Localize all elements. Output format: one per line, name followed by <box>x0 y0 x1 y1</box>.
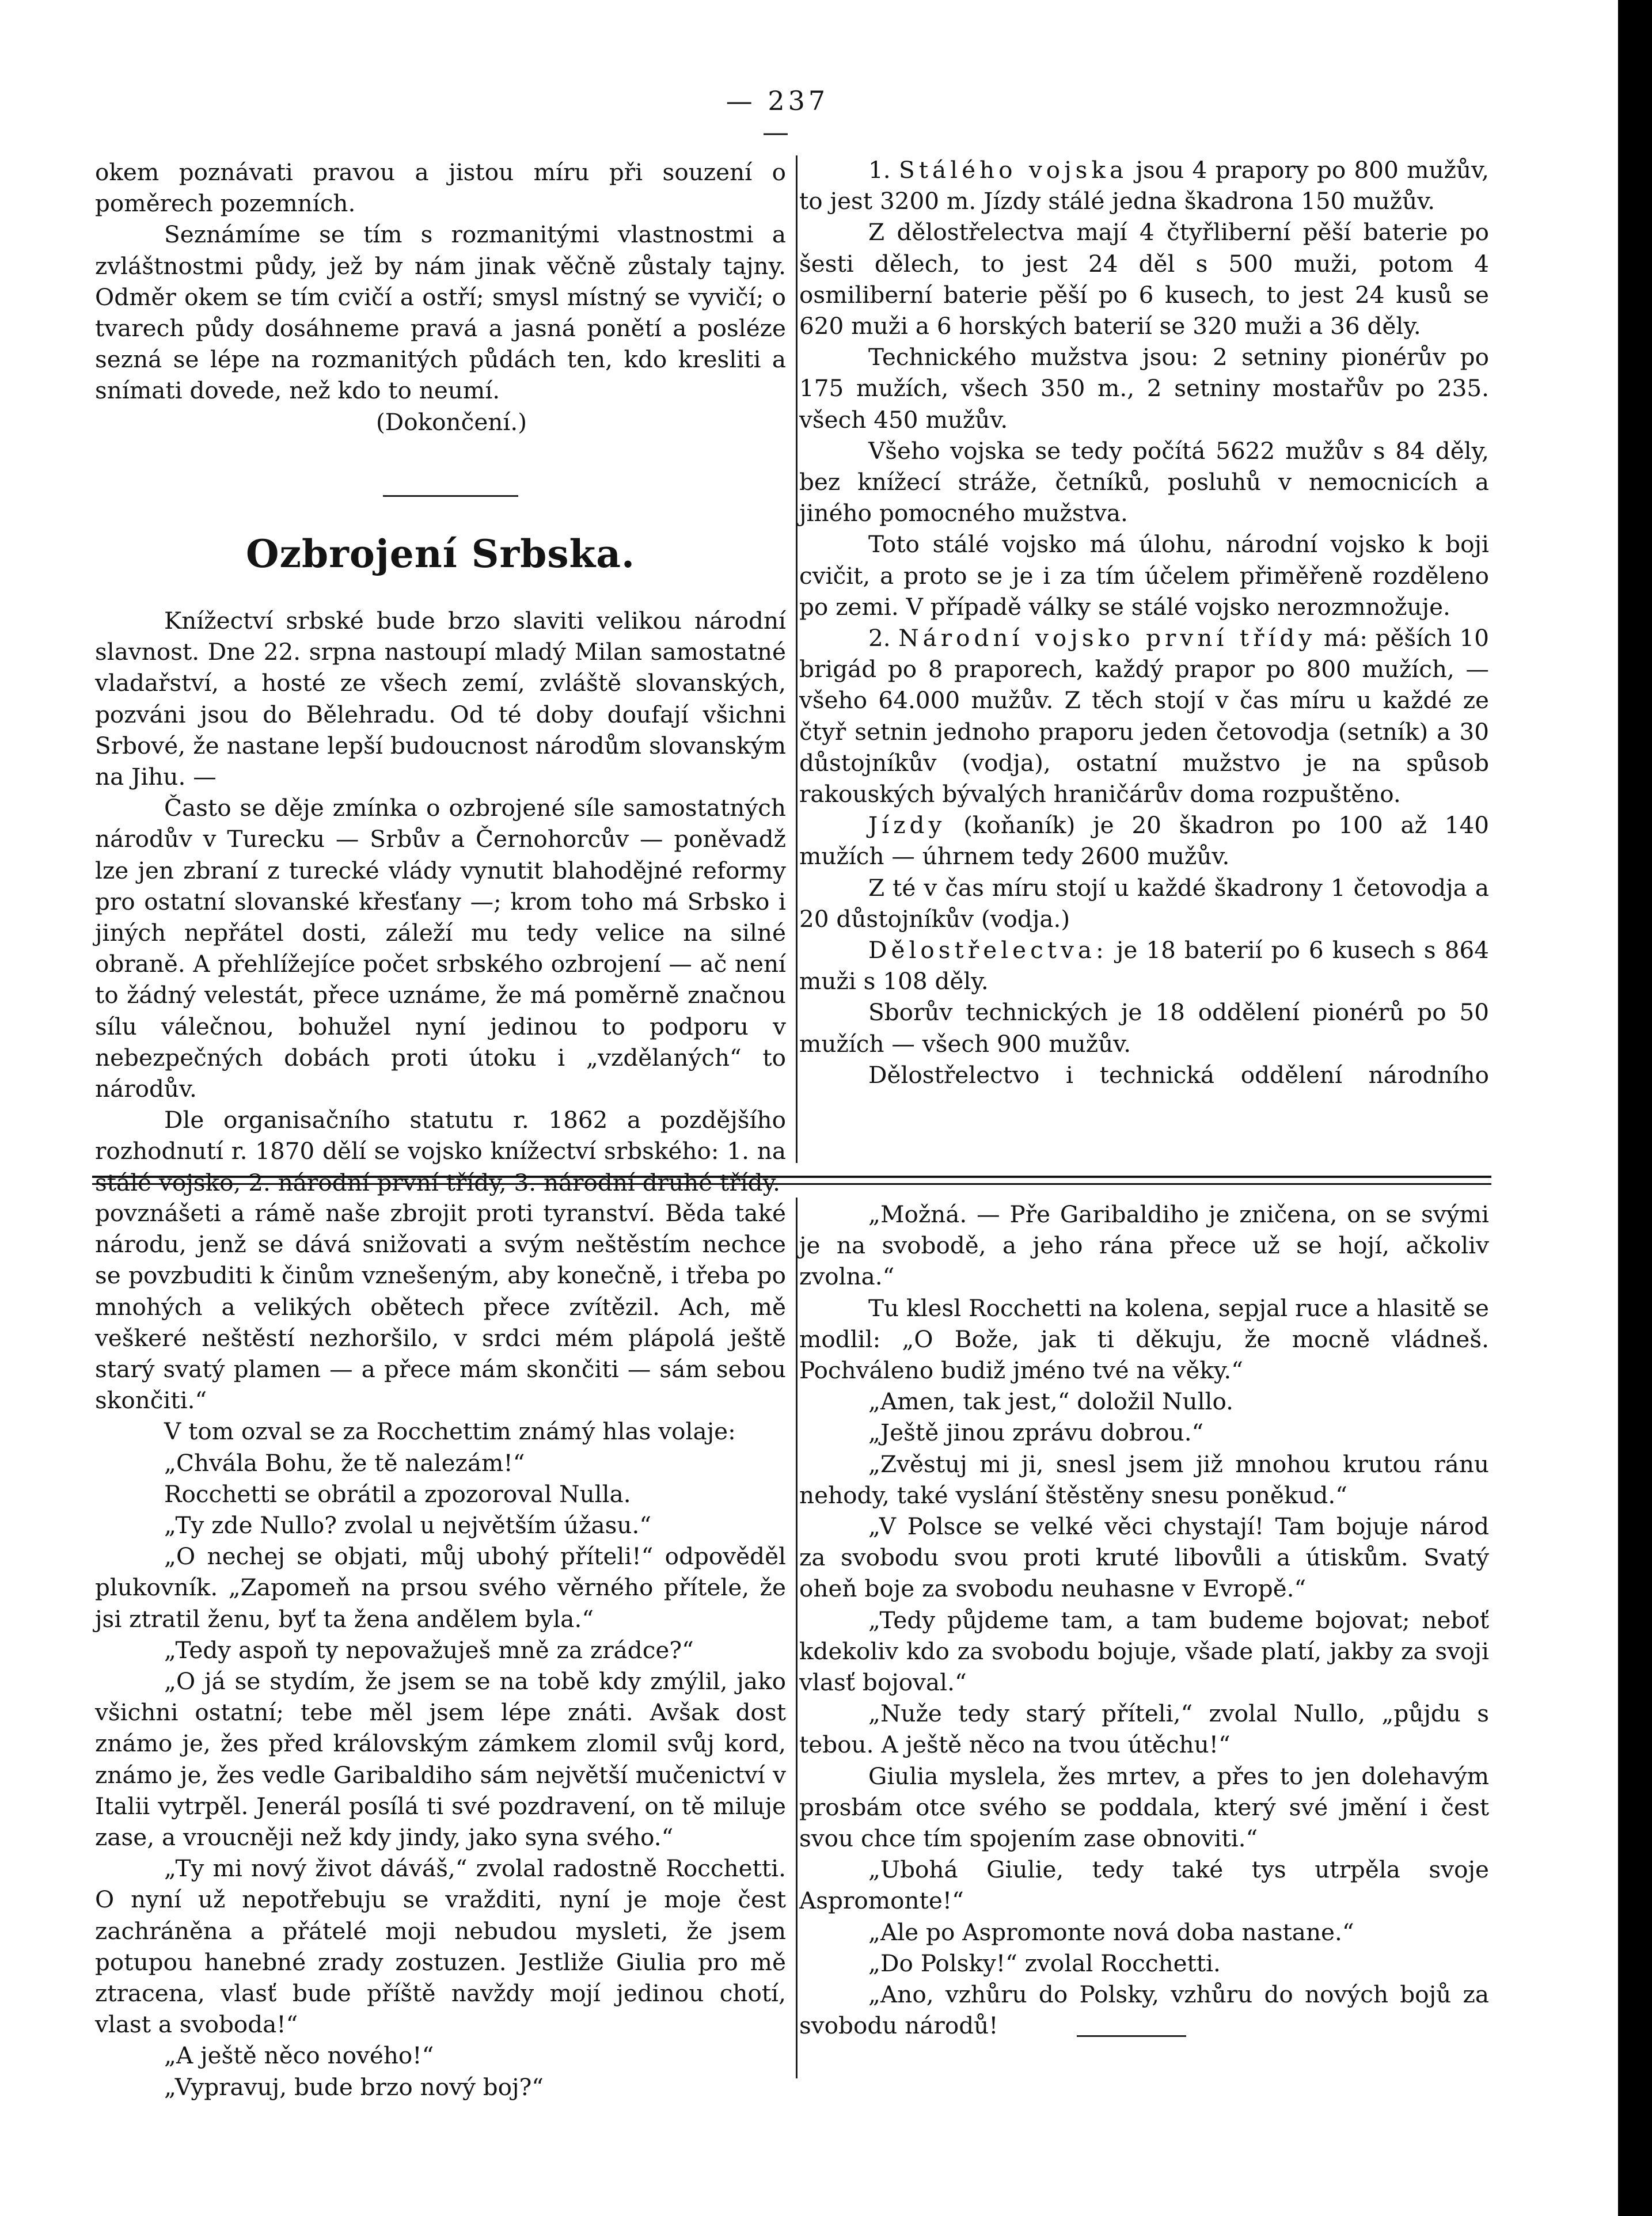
paragraph: Dle organisačního statutu r. 1862 a pozdějšího rozhodnutí r. 1870 dělí se vojsko knížectví srbského: 1. na stálé vojsko, 2. národní první třídy, 3. národní druhé třídy. <box>95 1106 786 1196</box>
paragraph: „Ještě jinou zprávu dobrou.“ <box>868 1419 1204 1447</box>
end-of-article-rule <box>1077 2035 1186 2037</box>
paragraph: V tom ozval se za Rocchettim známý hlas volaje: <box>164 1417 736 1446</box>
paragraph: Sborův technických je 18 oddělení pionérů po 50 mužích — všech 900 mužův. <box>799 998 1489 1058</box>
page-number: — 237 — <box>726 85 829 147</box>
paragraph <box>799 934 1489 997</box>
paragraph-text: má: pěších 10 brigád po 8 praporech, každý prapor po 800 mužích, — všeho 64.000 mužův. Z těch stojí v čas míru u každé ze čtyř setnin jednoho praporu jeden četovodja (setník) a 30 důstojníkův (vodja), ostatní mužstvo je na spůsob rakouských bývalých hraničárův doma rozpuštěno. <box>799 624 1490 808</box>
paragraph: „Možná. — Pře Garibaldiho je zničena, on se svými je na svobodě, a jeho rána přece už se hojí, ačkoliv zvolna.“ <box>799 1200 1489 1291</box>
paragraph: okem poznávati pravou a jistou míru při souzení o poměrech pozemních. <box>95 158 786 218</box>
paragraph: „Ubohá Giulie, tedy také tys utrpěla svoje Aspromonte!“ <box>799 1856 1489 1915</box>
article-separator <box>383 495 518 497</box>
paragraph: „Vypravuj, bude brzo nový boj?“ <box>164 2073 544 2101</box>
paragraph: Všeho vojska se tedy počítá 5622 mužův s 84 děly, bez knížecí stráže, četníků, posluhů v nemocnicích a jiného pomocného mužstva. <box>799 436 1489 527</box>
paragraph: „Nuže tedy starý příteli,“ zvolal Nullo, „půjdu s tebou. A ještě něco na tvou útěchu!“ <box>799 1700 1489 1759</box>
paragraph: „Tedy půjdeme tam, a tam budeme bojovat; neboť kdekoliv kdo za svobodu bojuje, všade platí, jakby za svoji vlasť bojoval.“ <box>799 1606 1489 1697</box>
column-top-left <box>95 157 786 1198</box>
article-heading: Ozbrojení Srbska. <box>245 531 636 576</box>
continuation-note: (Dokončení.) <box>375 408 527 436</box>
spaced-term: Národní vojsko první třídy <box>898 624 1316 652</box>
paragraph: „Do Polsky!“ zvolal Rocchetti. <box>868 1949 1221 1977</box>
paragraph: Tu klesl Rocchetti na kolena, sepjal ruce a hlasitě se modlil: „O Bože, jak ti děkuju, že mocně vládneš. Pochváleno budiž jméno tvé na věky.“ <box>799 1294 1489 1385</box>
column-divider-top <box>796 155 797 1163</box>
paragraph-text: jsou 4 prapory po 800 mužův, to jest 3200 m. Jízdy stálé jedna škadrona 150 mužův. <box>799 156 1489 215</box>
column-divider-bottom <box>796 1198 797 2078</box>
spaced-term: Jízdy <box>868 811 946 839</box>
paragraph: Často se děje zmínka o ozbrojené síle samostatných národův v Turecku — Srbův a Černohorcův — poněvadž lze jen zbraní z turecké vlády vynutit blahodějné reformy pro ostatní slovanské křesťany —; krom toho má Srbsko i jiných nepřátel dosti, záleží mu tedy velice na silné obraně. A přehlížejíce počet srbského ozbrojení — ač není to žádný velestát, přece uznáme, že má poměrně značnou sílu válečnou, bohužel nyní jedinou to podporu v nebezpečných dobách proti útoku i „vzdělaných“ to národův. <box>95 794 786 1103</box>
paragraph-text: je 18 baterií po 6 kusech s 864 muži s 108 děly. <box>799 936 1490 995</box>
paragraph: „Ale po Aspromonte nová doba nastane.“ <box>868 1918 1354 1946</box>
paragraph <box>799 154 1489 216</box>
paragraph: „Chvála Bohu, že tě nalezám!“ <box>164 1449 525 1477</box>
column-bottom-left <box>95 1198 786 2103</box>
paragraph: „Ty zde Nullo? zvolal u největším úžasu.“ <box>164 1511 652 1540</box>
paragraph: Toto stálé vojsko má úlohu, národní vojsko k boji cvičit, a proto se je i za tím účelem přiměřeně rozděleno po zemi. V případě války se stálé vojsko nerozmnožuje. <box>799 530 1489 621</box>
spaced-term: Stálého vojska <box>898 156 1128 184</box>
paragraph: „Ano, vzhůru do Polsky, vzhůru do nových bojů za svobodu národů! <box>799 1981 1489 2040</box>
paragraph: „Zvěstuj mi ji, snesl jsem již mnohou krutou ránu nehody, také vyslání štěstěny snesu poněkud.“ <box>799 1450 1489 1509</box>
column-bottom-right <box>799 1199 1489 2041</box>
paragraph: Dělostřelectvo i technická oddělení národního <box>868 1061 1489 1089</box>
paragraph: „A ještě něco nového!“ <box>164 2042 434 2070</box>
paragraph: Z dělostřelectva mají 4 čtyřliberní pěší baterie po šesti dělech, to jest 24 děl s 500 muži, potom 4 osmiliberní baterie pěší po 6 kusech, to jest 24 kusů se 620 muži a 6 horských baterií se 320 muži a 36 děly. <box>799 218 1489 340</box>
paragraph: „V Polsce se velké věci chystají! Tam bojuje národ za svobodu svou proti kruté libovůli a útiskům. Svatý oheň boje za svobodu neuhasne v Evropě.“ <box>799 1512 1489 1603</box>
paragraph: „Ty mi nový život dáváš,“ zvolal radostně Rocchetti. O nyní už nepotřebuju se vražditi, nyní je moje čest zachráněna a přátelé moji nebudou mysleti, že jsem potupou hanebné zrady zostuzen. Jestliže Giulia pro mě ztracena, vlasť bude příště navždy mojí jedinou chotí, vlast a svoboda!“ <box>95 1854 786 2039</box>
paragraph <box>799 622 1489 809</box>
paragraph: Seznámíme se tím s rozmanitými vlastnostmi a zvláštnostmi půdy, jež by nám jinak věčně zůstaly tajny. Odměr okem se tím cvičí a ostří; smysl místný se vyvičí; o tvarech půdy dosáhneme pravá a jasná ponětí a posléze sezná se lépe na rozmanitých půdách ten, kdo kresliti a snímati dovede, než kdo to neumí. <box>95 221 786 405</box>
paragraph: „Tedy aspoň ty nepovažuješ mně za zrádce?“ <box>164 1636 694 1664</box>
paragraph <box>799 809 1489 872</box>
paragraph: Giulia myslela, žes mrtev, a přes to jen dolehavým prosbám otce svého se poddala, který své jmění i čest svou chce tím spojením zase obnoviti.“ <box>799 1762 1489 1853</box>
paragraph: „O já se stydím, že jsem se na tobě kdy zmýlil, jako všichni ostatní; tebe měl jsem lépe znáti. Avšak dost známo je, žes před královským zámkem zlomil svůj kord, známo je, žes vedle Garibaldiho sám největší mučenictví v Italii vytrpěl. Jenerál posílá ti své pozdravení, on tě miluje zase, a vroucněji než kdy jindy, jako syna svého.“ <box>95 1667 786 1852</box>
column-top-right <box>799 154 1489 1090</box>
paragraph: „Amen, tak jest,“ doložil Nullo. <box>868 1388 1234 1416</box>
paragraph: Knížectví srbské bude brzo slaviti velikou národní slavnost. Dne 22. srpna nastoupí mladý Milan samostatné vladařství, a hosté ze všech zemí, zvláště slovanských, pozváni jsou do Bělehradu. Od té doby doufají všichni Srbové, že nastane lepší budoucnost národům slovanským na Jihu. — <box>95 607 786 791</box>
paragraph: povznášeti a rámě naše zbrojit proti tyranství. Běda také národu, jenž se dává snižovati a svým neštěstím nechce se povzbuditi k činům vznešeným, aby konečně, i třeba po mnohých a velikých obětech přece zvítězil. Ach, mě veškeré neštěstí nezhoršilo, v srdci mém plápolá ještě starý svatý plamen — a přece mám skončiti — sám sebou skončiti.“ <box>95 1199 786 1415</box>
paragraph: „O nechej se objati, můj ubohý příteli!“ odpověděl plukovník. „Zapomeň na prsou svého věrného přítele, že jsi ztratil ženu, byť ta žena andělem byla.“ <box>95 1542 786 1633</box>
paragraph-text: (koňaník) je 20 škadron po 100 až 140 mužích — úhrnem tedy 2600 mužův. <box>799 811 1490 871</box>
paragraph: Z té v čas míru stojí u každé škadrony 1 četovodja a 20 důstojníkův (vodja.) <box>799 873 1489 933</box>
list-number: 2. <box>868 624 891 652</box>
paragraph: Technického mužstva jsou: 2 setniny pionérův po 175 mužích, všech 350 m., 2 setniny mostařův po 235. všech 450 mužův. <box>799 343 1489 434</box>
list-number: 1. <box>868 156 891 184</box>
spaced-term: Dělostřelectva: <box>868 936 1108 964</box>
paragraph: Rocchetti se obrátil a zpozoroval Nulla. <box>164 1480 631 1508</box>
